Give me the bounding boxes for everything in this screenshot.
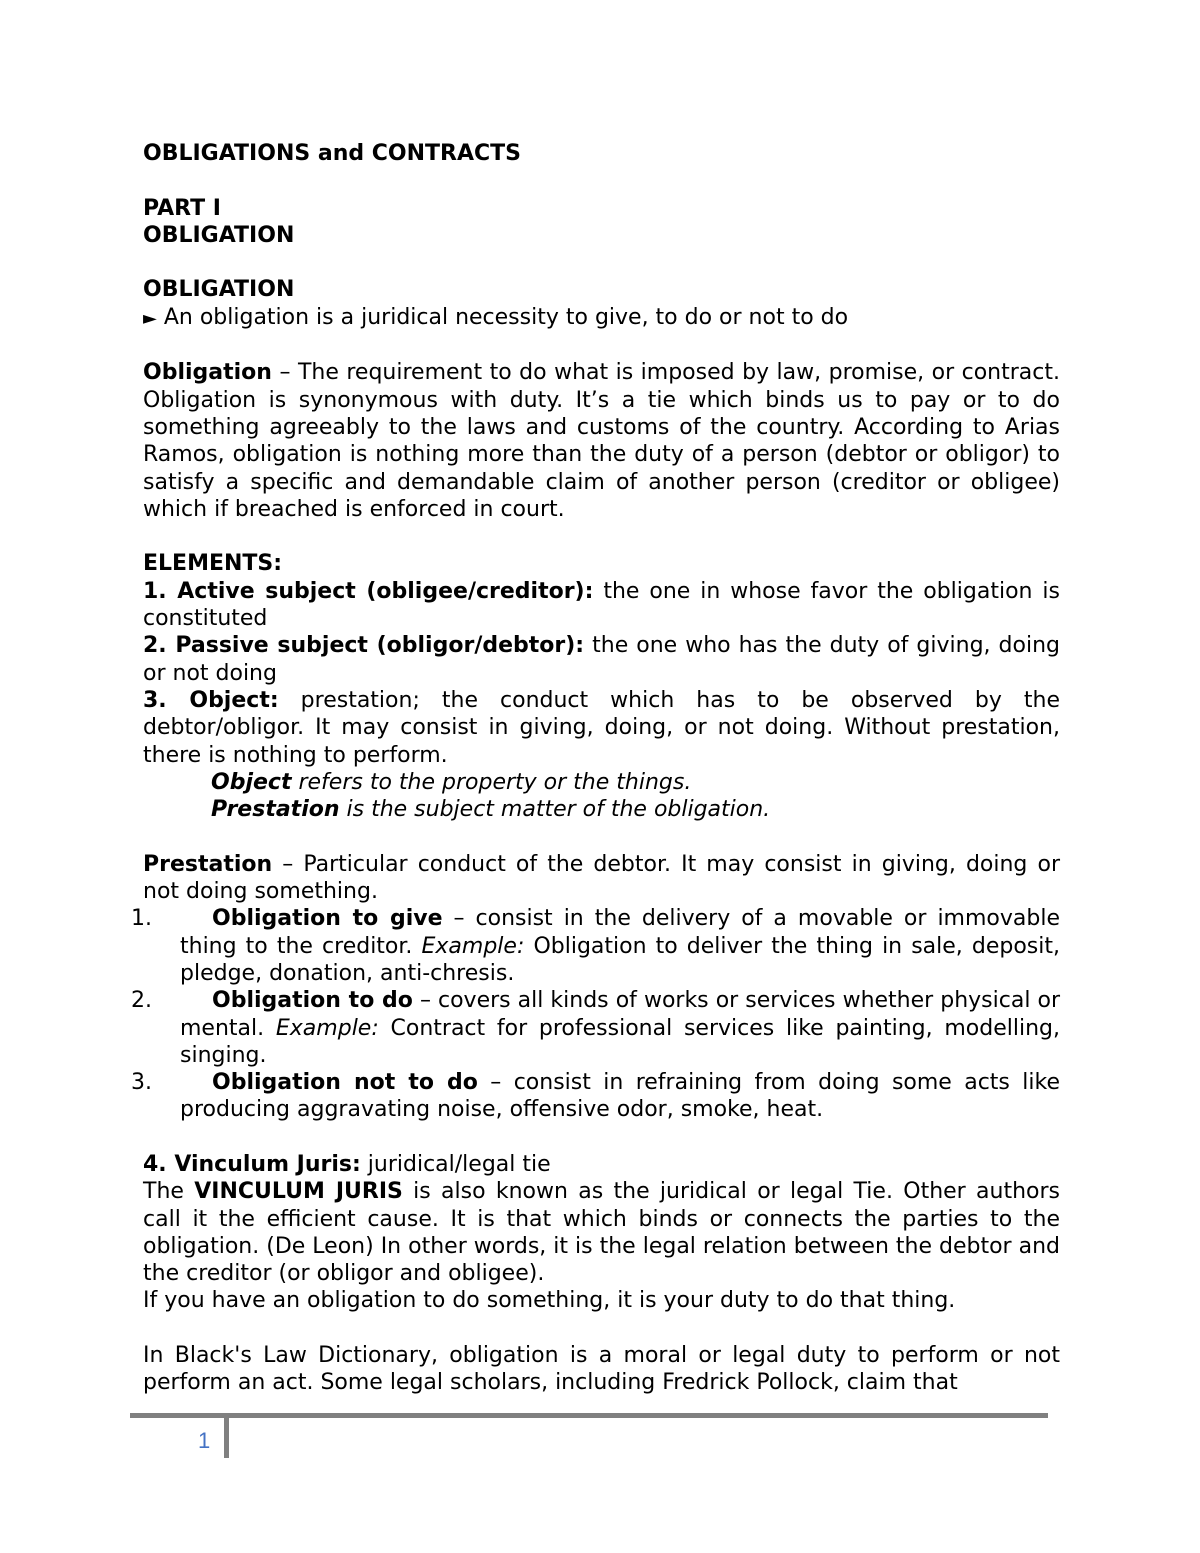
- note-term: Object: [211, 769, 292, 795]
- document-title: OBLIGATIONS and CONTRACTS: [143, 141, 522, 166]
- bullet-text: An obligation is a juridical necessity to give, to do or not to do: [163, 304, 849, 330]
- note-term: Prestation: [211, 797, 340, 823]
- list-item: [131, 987, 1060, 1069]
- prestation-text: – Particular conduct of the debtor. It may consist in giving, doing or not doing something.: [143, 851, 1060, 905]
- element-text: the one in whose favor the obligation is constituted: [143, 578, 1060, 632]
- vinculum-p1-pre: The: [143, 1179, 195, 1205]
- note-line: [143, 796, 1060, 823]
- page-number: 1: [198, 1428, 211, 1453]
- definition-term: Obligation: [143, 360, 272, 386]
- arrow-bullet-icon: ►: [143, 307, 157, 329]
- element-item: [143, 578, 1060, 633]
- element-text: the one who has the duty of giving, doing or not doing: [143, 633, 1060, 686]
- list-number: 1.: [131, 906, 152, 932]
- note-line: [143, 769, 1060, 796]
- prestation-term: Prestation: [143, 851, 273, 877]
- footer-divider: [224, 1418, 229, 1458]
- vinculum-paragraph-2: If you have an obligation to do something, it is your duty to do that thing.: [143, 1288, 956, 1314]
- definition-paragraph: [143, 359, 1060, 523]
- list-text: – consist in the delivery of a movable or immovable thing to the creditor.: [180, 906, 1060, 959]
- list-number: 3.: [131, 1070, 152, 1096]
- list-text: – consist in refraining from doing some acts like producing aggravating noise, offensive odor, smoke, heat.: [180, 1070, 1060, 1123]
- list-term: Obligation to do: [212, 988, 413, 1014]
- bullet-line: [143, 304, 1060, 332]
- blacks-paragraph: In Black's Law Dictionary, obligation is a moral or legal duty to perform or not perform an act. Some legal scholars, including Fredrick Pollock, claim that: [143, 1343, 1060, 1396]
- prestation-paragraph: [143, 851, 1060, 906]
- example-text: Contract for professional services like painting, modelling, singing.: [180, 1015, 1060, 1068]
- list-text: – covers all kinds of works or services whether physical or mental.: [180, 988, 1060, 1041]
- vinculum-paragraph: [143, 1178, 1060, 1287]
- element-item: [143, 632, 1060, 687]
- elements-heading: ELEMENTS:: [143, 551, 283, 577]
- example-label: Example:: [275, 1015, 379, 1041]
- part-label: PART I: [143, 195, 221, 221]
- list-item: [131, 1069, 1060, 1124]
- vinculum-label: 4. Vinculum Juris:: [143, 1151, 361, 1177]
- note-text: is the subject matter of the obligation.: [339, 797, 771, 823]
- footer-rule: [130, 1413, 1048, 1418]
- example-label: Example:: [421, 933, 525, 959]
- vinculum-term: VINCULUM JURIS: [194, 1179, 403, 1205]
- vinculum-heading: [143, 1151, 1060, 1178]
- vinculum-p1-post: is also known as the juridical or legal Tie. Other authors call it the efficient cause. It is that which binds or connects the parties to the obligation. (De Leon) In other words, it is the legal relation between the debtor and the creditor (or obligor and obligee).: [143, 1179, 1060, 1287]
- prestation-list: [131, 905, 1060, 1123]
- part-title: OBLIGATION: [143, 222, 295, 248]
- element-item: [143, 687, 1060, 769]
- element-label: 1. Active subject (obligee/creditor):: [143, 578, 594, 604]
- element-text: prestation; the conduct which has to be observed by the debtor/obligor. It may consist in giving, doing, or not doing. Without prestation, there is nothing to perform.: [143, 687, 1060, 768]
- element-label: 3. Object:: [143, 687, 279, 713]
- list-item: [131, 905, 1060, 987]
- document-body: [131, 140, 1060, 1397]
- vinculum-text: juridical/legal tie: [360, 1151, 551, 1177]
- list-term: Obligation to give: [212, 906, 443, 932]
- element-label: 2. Passive subject (obligor/debtor):: [143, 633, 585, 659]
- note-text: refers to the property or the things.: [291, 769, 692, 795]
- definition-text: – The requirement to do what is imposed by law, promise, or contract. Obligation is synonymous with duty. It’s a tie which binds us to pay or to do something agreeably to the laws and customs of the country. According to Arias Ramos, obligation is nothing more than the duty of a person (debtor or obligor) to satisfy a specific and demandable claim of another person (creditor or obligee) which if breached is enforced in court.: [143, 360, 1060, 522]
- section-heading: OBLIGATION: [143, 277, 295, 303]
- list-term: Obligation not to do: [212, 1070, 478, 1096]
- example-text: Obligation to deliver the thing in sale, deposit, pledge, donation, anti-chresis.: [180, 933, 1060, 986]
- list-number: 2.: [131, 988, 152, 1014]
